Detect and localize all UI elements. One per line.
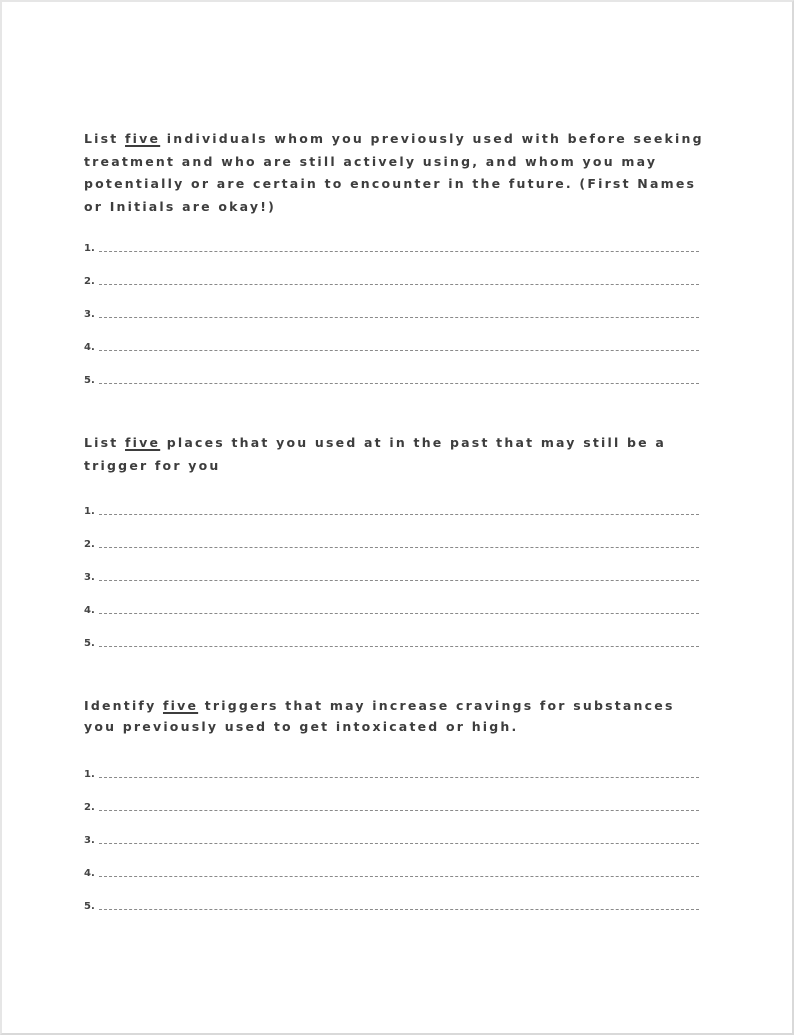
prompt-emphasis: five — [162, 698, 199, 713]
answer-blank[interactable] — [99, 251, 699, 252]
line-number: 3. — [84, 835, 95, 846]
line-number: 2. — [84, 802, 95, 813]
answer-blank[interactable] — [99, 777, 699, 778]
line-number: 5. — [84, 901, 95, 912]
line-number: 3. — [84, 309, 95, 320]
answer-line-2[interactable] — [84, 781, 704, 814]
line-number: 5. — [84, 375, 95, 386]
answer-blank[interactable] — [99, 547, 699, 548]
answer-line-1[interactable] — [84, 485, 704, 518]
answer-list — [84, 748, 704, 913]
answer-line-4[interactable] — [84, 584, 704, 617]
line-number: 2. — [84, 276, 95, 287]
answer-blank[interactable] — [99, 350, 699, 351]
line-number: 1. — [84, 506, 95, 517]
answer-blank[interactable] — [99, 580, 699, 581]
answer-line-5[interactable] — [84, 354, 704, 387]
answer-list — [84, 485, 704, 650]
answer-line-4[interactable] — [84, 321, 704, 354]
answer-blank[interactable] — [99, 613, 699, 614]
answer-line-4[interactable] — [84, 847, 704, 880]
answer-blank[interactable] — [99, 843, 699, 844]
prompt-rest: places that you used at in the past that may still be a trigger for you — [84, 435, 667, 473]
prompt-lead: Identify — [84, 698, 163, 713]
answer-blank[interactable] — [99, 317, 699, 318]
line-number: 4. — [84, 342, 95, 353]
answer-blank[interactable] — [99, 909, 699, 910]
answer-blank[interactable] — [99, 383, 699, 384]
line-number: 3. — [84, 572, 95, 583]
section-prompt — [84, 431, 704, 477]
prompt-lead: List — [84, 435, 126, 450]
answer-line-1[interactable] — [84, 222, 704, 255]
prompt-rest: individuals whom you previously used with before seeking treatment and who are still actively using, and whom you may potentially or are certain to encounter in the future. (First Names or Initials are okay!) — [84, 131, 704, 214]
answer-blank[interactable] — [99, 876, 699, 877]
section-prompt — [84, 128, 704, 218]
answer-blank[interactable] — [99, 514, 699, 515]
answer-blank[interactable] — [99, 646, 699, 647]
answer-line-3[interactable] — [84, 814, 704, 847]
section-people — [84, 128, 704, 387]
section-places — [84, 431, 704, 650]
line-number: 1. — [84, 769, 95, 780]
line-number: 4. — [84, 868, 95, 879]
answer-line-1[interactable] — [84, 748, 704, 781]
prompt-lead: List — [84, 131, 126, 146]
answer-line-5[interactable] — [84, 617, 704, 650]
answer-blank[interactable] — [99, 284, 699, 285]
line-number: 4. — [84, 605, 95, 616]
answer-line-3[interactable] — [84, 551, 704, 584]
prompt-rest: triggers that may increase cravings for substances you previously used to get intoxicated or high. — [84, 698, 675, 734]
answer-list — [84, 222, 704, 387]
answer-blank[interactable] — [99, 810, 699, 811]
line-number: 1. — [84, 243, 95, 254]
answer-line-2[interactable] — [84, 255, 704, 288]
answer-line-2[interactable] — [84, 518, 704, 551]
answer-line-5[interactable] — [84, 880, 704, 913]
line-number: 5. — [84, 638, 95, 649]
answer-line-3[interactable] — [84, 288, 704, 321]
prompt-emphasis: five — [125, 435, 161, 450]
line-number: 2. — [84, 539, 95, 550]
section-triggers — [84, 695, 704, 913]
prompt-emphasis: five — [125, 131, 161, 146]
section-prompt — [84, 695, 704, 737]
